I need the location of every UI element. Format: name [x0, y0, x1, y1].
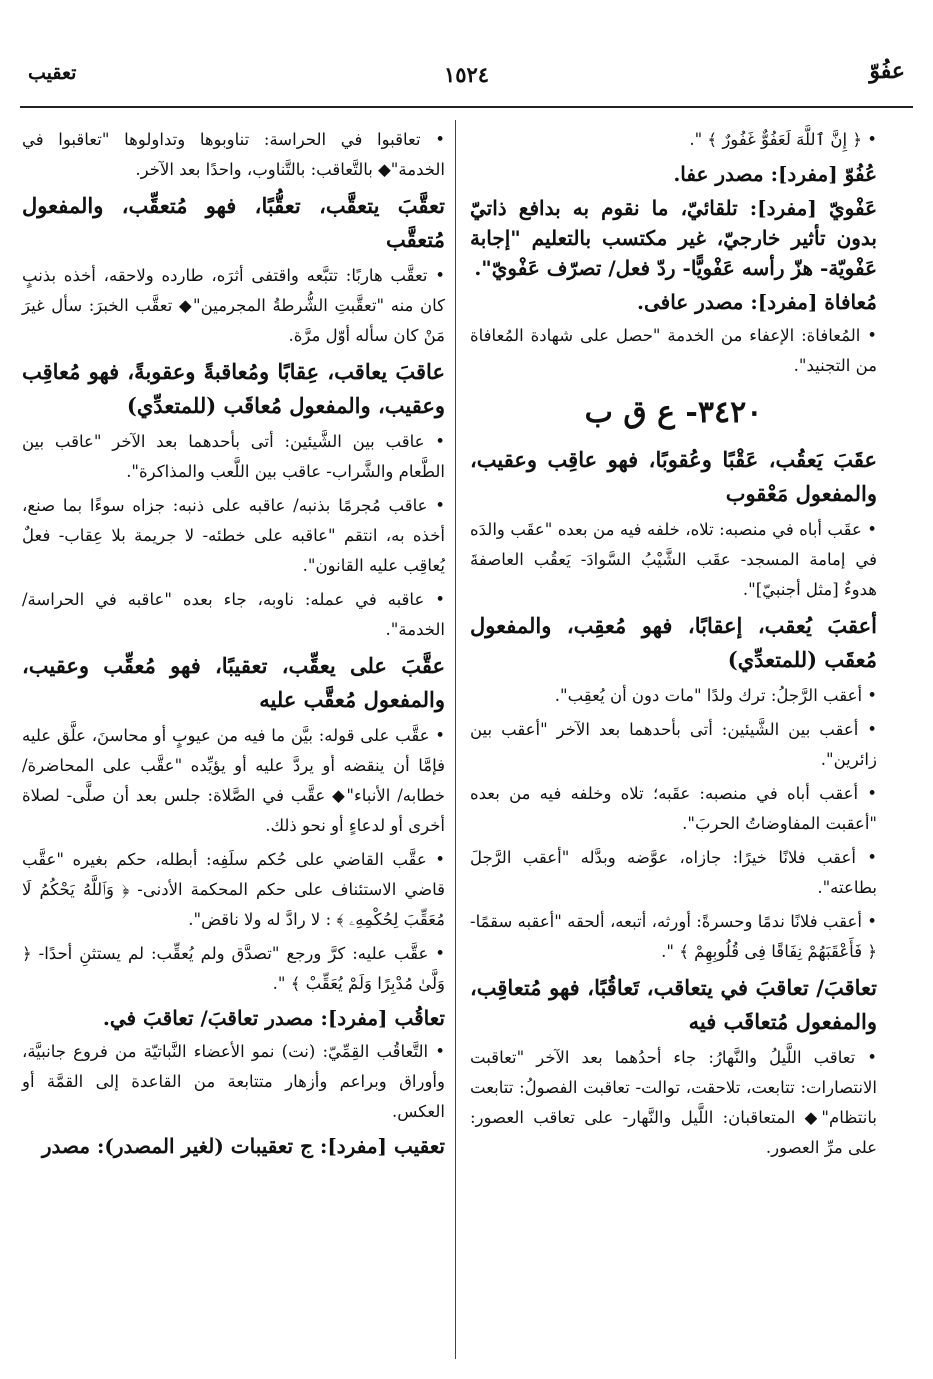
left-column — [22, 125, 445, 1359]
entry-sense: • تعاقبوا في الحراسة: تناوبوها وتداولوها "تعاقبوا في الخدمة"◆ بالتَّعاقب: بالتَّناوب، واحدًا بعد الآخر. — [22, 130, 445, 179]
header-left-guide-word: تعقيب — [28, 62, 77, 84]
root-title: ٣٤٢٠- ع ق ب — [584, 395, 763, 430]
entry-sense: • عاقبه في عمله: ناوبه، جاء بعده "عاقبه في الحراسة/ الخدمة". — [22, 590, 445, 639]
entry-headword: مُعافاة [مفرد]: مصدر عافى. — [637, 290, 877, 314]
column-divider — [455, 120, 456, 1359]
entry-sense: • أعقب أباه في منصبه: عقَبه؛ تلاه وخلفه فيه من بعده "أعقبت المفاوضاتُ الحربَ". — [470, 784, 877, 833]
verb-headword: تعاقبَ/ تعاقبَ في يتعاقب، تَعاقُبًا، فهو مُتعاقِب، والمفعول مُتعاقَب فيه — [470, 975, 877, 1034]
verb-headword: تعقَّبَ يتعقَّب، تعقُّبًا، فهو مُتعقِّب، والمفعول مُتعقَّب — [22, 193, 445, 252]
verb-headword: عاقبَ يعاقب، عِقابًا ومُعاقبةً وعقوبةً، فهو مُعاقِب وعقيب، والمفعول مُعاقَب (للمتعدِّي) — [22, 359, 445, 418]
right-column — [470, 125, 877, 1359]
entry-sense: • أعقب فلانًا ندمًا وحسرةً: أورثه، أتبعه، ألحقه "أعقبه سقمًا- ﴿ فَأَعْقَبَهُمْ نِفَاقًا فِى قُلُوبِهِمْ ﴾ ". — [470, 912, 877, 961]
page-number: ١٥٢٤ — [443, 62, 490, 87]
header-right-guide-word: عفُوّ — [869, 58, 905, 84]
entry-sense: • أعقب الرَّجلُ: ترك ولدًا "مات دون أن يُعقِب". — [554, 686, 877, 705]
verb-headword: أعقبَ يُعقب، إعقابًا، فهو مُعقِب، والمفعول مُعقَب (للمتعدِّي) — [470, 613, 877, 672]
entry-sense: • عاقب مُجرمًا بذنبه/ عاقبه على ذنبه: جزاه سوءًا بما صنع، أخذه به، انتقم "عاقبه على خطئه- لا جريمة بلا عِقاب- فعلٌ يُعاقِب عليه القانون". — [22, 496, 445, 575]
entry-sense: • عقَب أباه في منصبه: تلاه، خلفه فيه من بعده "عقَب والدَه في إمامة المسجد- عقَب الشَّيْبُ السَّوادَ- يَعقُب العاصفةَ هدوءٌ [مثل أجنبيّ]". — [470, 520, 877, 599]
entry-sense: • عقَّب على قوله: بيَّن ما فيه من عيوبٍ أو محاسنَ، علَّق عليه فإمَّا أن ينقضه أو يردَّ عليه أو يؤيِّده "عقَّب على المحاضرة/ خطابه/ الأنباء"◆ عقَّب في الصَّلاة: جلس بعد أن صلَّى- لصلاة أخرى أو لدعاءٍ أو نحو ذلك. — [22, 726, 445, 835]
entry-headword: عُفُوّ [مفرد]: مصدر عفا. — [673, 162, 877, 186]
entry-sense: • عاقب بين الشَّيئين: أتى بأحدهما بعد الآخر "عاقب بين الطَّعام والشَّراب- عاقب بين اللَّعب والمذاكرة". — [22, 432, 445, 481]
verb-headword: عقَبَ يَعقُب، عَقْبًا وعُقوبًا، فهو عاقِب وعقيب، والمفعول مَعْقوب — [470, 447, 877, 506]
entry-headword: تعقيب [مفرد]: ج تعقيبات (لغير المصدر): مصدر — [41, 1134, 445, 1158]
entry-headword: عَفْويّ [مفرد]: تلقائيّ، ما نقوم به بدافع ذاتيّ بدون تأثير خارجيّ، غير مكتسب بالتعليم "إجابة عَفْويّة- هزّ رأسه عَفْويًّا- ردّ فعل/ تصرّف عَفْويّ". — [470, 196, 877, 280]
verb-headword: عقَّبَ على يعقِّب، تعقيبًا، فهو مُعقِّب وعقيب، والمفعول مُعقَّب عليه — [22, 653, 445, 712]
page-header — [28, 58, 905, 98]
entry-sense: • عقَّب عليه: كرَّ ورجع "تصدَّق ولم يُعقِّب: لم يستثنِ أحدًا- ﴿ وَلَّىٰ مُدْبِرًا وَلَمْ يُعَقِّبْ ﴾ ". — [22, 944, 445, 993]
entry-sense: • المُعافاة: الإعفاء من الخدمة "حصل على شهادة المُعافاة من التجنيد". — [470, 326, 877, 375]
header-rule — [20, 106, 913, 108]
entry-headword: تعاقُب [مفرد]: مصدر تعاقبَ/ تعاقبَ في. — [102, 1006, 445, 1030]
quran-quote: • ﴿ إِنَّ ٱللَّهَ لَعَفُوٌّ غَفُورٌ ﴾ ". — [689, 130, 877, 149]
entry-sense: • تعقَّب هاربًا: تتبَّعه واقتفى أثرَه، طارده ولاحقه، أخذه بذنبٍ كان منه "تعقَّبتِ الشُّرطةُ المجرمين"◆ تعقَّب الخبرَ: سأل غيرَ مَنْ كان سأله أوّل مرَّة. — [22, 266, 445, 345]
entry-sense: • أعقب بين الشَّيئين: أتى بأحدهما بعد الآخر "أعقب بين زائرين". — [470, 720, 877, 769]
entry-sense: • أعقب فلانًا خيرًا: جازاه، عوَّضه وبدَّله "أعقب الرَّجلَ بطاعته". — [470, 848, 877, 897]
entry-sense: • عقَّب القاضي على حُكم سلَفِه: أبطله، حكم بغيره "عقَّب قاضي الاستئناف على حكم المحكمة الأدنى- ﴿ وَٱللَّهُ يَحْكُمُ لَا مُعَقِّبَ لِحُكْمِهِۦ ﴾ : لا رادَّ له ولا ناقض". — [22, 850, 445, 929]
entry-sense: • تعاقب اللَّيلُ والنَّهارُ: جاء أحدُهما بعد الآخر "تعاقبت الانتصارات: تتابعت، تلاحقت، توالت- تعاقبت الفصولُ: تتابعت بانتظام"◆ المتعاقبان: اللَّيل والنَّهار- على تعاقب العصور: على مرِّ العصور. — [470, 1048, 877, 1157]
entry-sense: • التَّعاقُب القِمِّيّ: (نت) نمو الأعضاء النَّباتيّة من فروع جانبيَّة، وأوراق وبراعم وأزهار متتابعة من القاعدة إلى القمَّة أو العكس. — [22, 1042, 445, 1121]
